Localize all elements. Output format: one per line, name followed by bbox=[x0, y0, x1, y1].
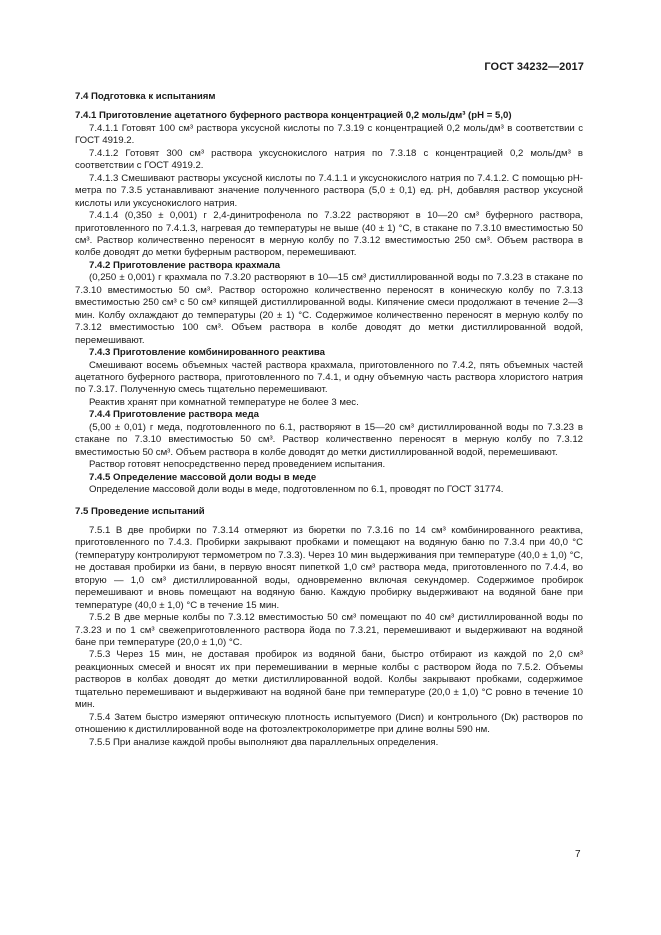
paragraph: 7.4.1.3 Смешивают растворы уксусной кислоты по 7.4.1.1 и уксуснокислого натрия по 7.4.1.2. С помощью рН-метра по 7.3.5 устанавливают значение полученного раствора (5,0 ± 0,1) ед. рН, добавляя раствор уксусной кислоты или уксуснокислого натрия. bbox=[75, 172, 583, 209]
spacer bbox=[75, 103, 583, 110]
section-heading: 7.4.3 Приготовление комбинированного реактива bbox=[89, 347, 325, 359]
paragraph: 7.4.1.1 Готовят 100 см³ раствора уксусной кислоты по 7.3.19 с концентрацией 0,2 моль/дм³ в соответствии с ГОСТ 4919.2. bbox=[75, 122, 583, 147]
paragraph: (0,250 ± 0,001) г крахмала по 7.3.20 растворяют в 10—15 см³ дистиллированной воды по 7.3.23 в стакане по 7.3.10 вместимостью 50 см³. Раствор осторожно количественно переносят в коническую колбу по 7.3.13 вместимостью 250 см³ с 50 см³ кипящей дистиллированной воды. Кипячение смеси продолжают в течение 2—3 мин. Колбу охлаждают до температуры (20 ± 1) °С. Содержимое количественно переносят в мерную колбу по 7.3.12 вместимостью 100 см³. Объем раствора в колбе доводят до метки дистиллированной водой, перемешивают. bbox=[75, 272, 583, 346]
paragraph: 7.5.2 В две мерные колбы по 7.3.12 вместимостью 50 см³ помещают по 40 см³ дистиллированной воды по 7.3.23 и по 1 см³ свежеприготовленного раствора йода по 7.3.21, перемешивают и выдерживают на водяной бане при температуре (20,0 ± 1,0) °С. bbox=[75, 612, 583, 649]
section-heading: 7.4.1 Приготовление ацетатного буферного раствора концентрацией 0,2 моль/дм³ (рН = 5,0) bbox=[75, 110, 512, 122]
section-heading: 7.4.2 Приготовление раствора крахмала bbox=[89, 259, 281, 271]
standard-code: ГОСТ 34232—2017 bbox=[484, 61, 584, 73]
paragraph: Смешивают восемь объемных частей раствора крахмала, приготовленного по 7.4.2, пять объемных частей ацетатного буферного раствора, приготовленного по 7.4.1, и одну объемную часть раствора хлористого натрия по 7.3.17. Полученную смесь тщательно перемешивают. bbox=[75, 359, 583, 396]
paragraph: Определение массовой доли воды в меде, подготовленном по 6.1, проводят по ГОСТ 31774. bbox=[89, 484, 504, 496]
page-number: 7 bbox=[575, 849, 581, 860]
spacer bbox=[75, 518, 583, 525]
section-heading: 7.4.4 Приготовление раствора меда bbox=[89, 409, 259, 421]
paragraph: 7.4.1.2 Готовят 300 см³ раствора уксуснокислого натрия по 7.3.18 с концентрацией 0,2 моль/дм³ в соответствии с ГОСТ 4919.2. bbox=[75, 147, 583, 172]
paragraph: 7.5.5 При анализе каждой пробы выполняют два параллельных определения. bbox=[89, 736, 439, 748]
paragraph: 7.5.1 В две пробирки по 7.3.14 отмеряют из бюретки по 7.3.16 по 14 см³ комбинированного реактива, приготовленного по 7.4.3. Пробирки закрывают пробками и помещают на водяную баню по 7.3.4 при 40,0 °С (температуру контролируют термометром по 7.3.3). Через 10 мин выдерживания при температуре (40,0 ± 1,0) °С, не доставая пробирки из бани, в первую вносят пипеткой 1,0 см³ раствора меда, приготовленного по 7.4.4, во вторую — 1,0 см³ дистиллированной воды, одновременно включая секундомер. Содержимое пробирок перемешивают и вновь помещают на водяную баню. Каждую пробирку выдерживают на водяной бане при температуре (40,0 ± 1,0) °С в течение 15 мин. bbox=[75, 524, 583, 611]
paragraph: 7.4.1.4 (0,350 ± 0,001) г 2,4-динитрофенола по 7.3.22 растворяют в 10—20 см³ буферного раствора, приготовленного по 7.4.1.3, нагревая до температуры не выше (40 ± 1) °С, в стакане по 7.3.10 вместимостью 50 см³. Раствор количественно переносят в мерную колбу по 7.3.12 вместимостью 250 см³. Объем раствора в колбе доводят до метки буферным раствором, перемешивают. bbox=[75, 210, 583, 259]
document-body bbox=[75, 91, 583, 749]
section-heading: 7.5 Проведение испытаний bbox=[75, 505, 205, 517]
paragraph: 7.5.4 Затем быстро измеряют оптическую плотность испытуемого (Dисп) и контрольного (Dк) растворов по отношению к дистиллированной воде на фотоэлектроколориметре при длине волны 590 нм. bbox=[75, 711, 583, 736]
paragraph: Раствор готовят непосредственно перед проведением испытания. bbox=[89, 459, 386, 471]
section-heading: 7.4.5 Определение массовой доли воды в меде bbox=[89, 471, 317, 483]
paragraph: (5,00 ± 0,01) г меда, подготовленного по 6.1, растворяют в 15—20 см³ дистиллированной воды по 7.3.23 в стакане по 7.3.10 вместимостью 50 см³. Раствор количественно переносят в мерную колбу по 7.3.12 вместимостью 50 см³. Объем раствора в колбе доводят до метки дистиллированной водой, перемешивают. bbox=[75, 421, 583, 458]
spacer bbox=[75, 497, 583, 506]
paragraph: 7.5.3 Через 15 мин, не доставая пробирок из водяной бани, быстро отбирают из каждой по 2,0 см³ реакционных смесей и вносят их при перемешивании в мерные колбы с раствором йода по 7.5.2. Объемы растворов в колбах доводят до метки дистиллированной водой. Колбы закрывают пробками, содержимое тщательно перемешивают и выдерживают на водяной бане при температуре (20,0 ± 1,0) °С ровно в течение 10 мин. bbox=[75, 649, 583, 711]
section-heading: 7.4 Подготовка к испытаниям bbox=[75, 91, 216, 102]
paragraph: Реактив хранят при комнатной температуре не более 3 мес. bbox=[89, 396, 359, 408]
